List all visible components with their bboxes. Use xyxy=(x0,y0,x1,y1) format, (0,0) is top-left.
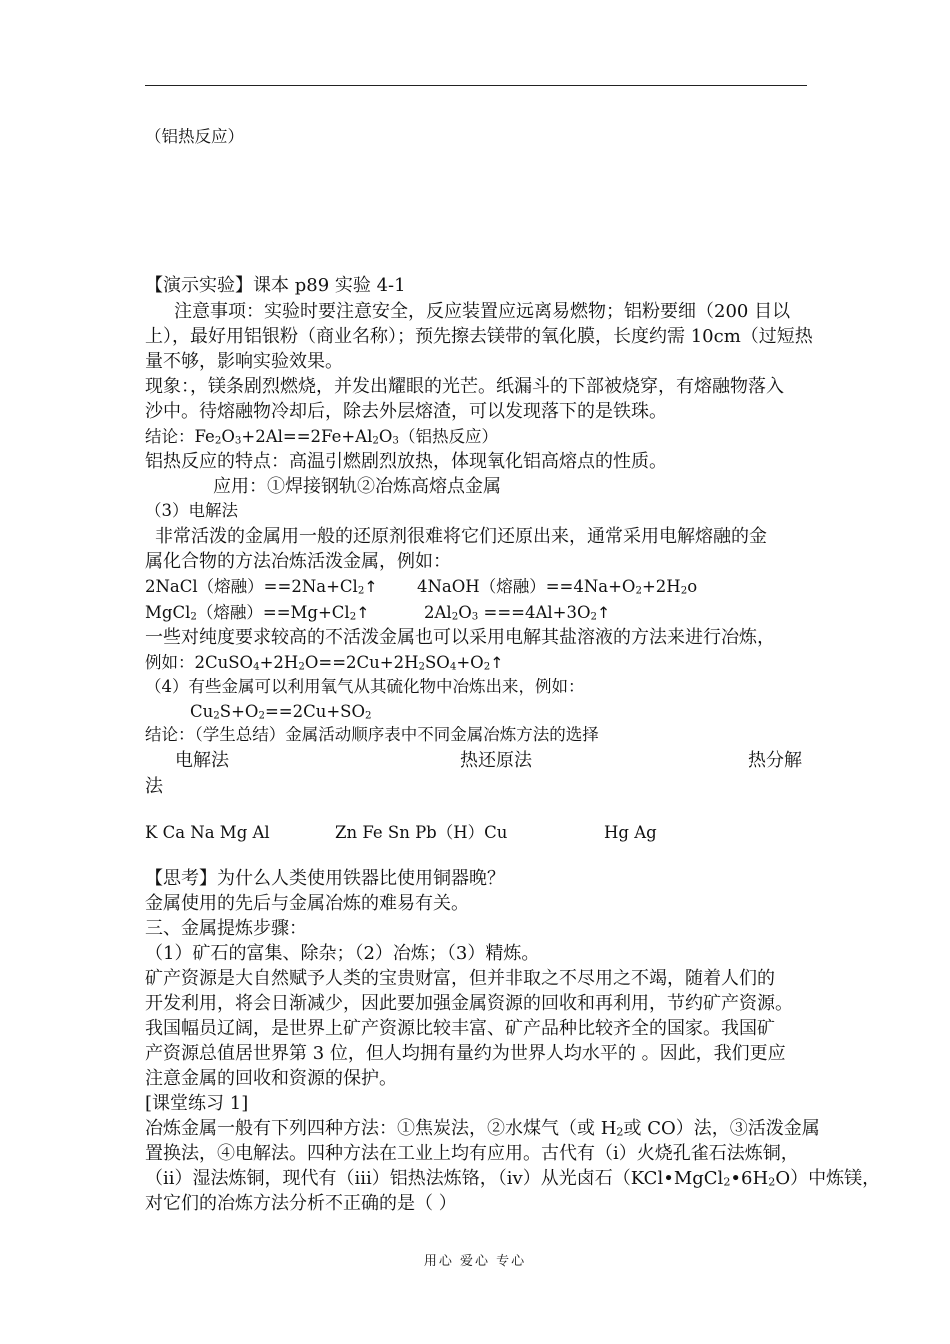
equation-nacl: 2NaCl（熔融）$==2Na+Cl_2↑$ xyxy=(145,577,378,597)
metals-group-1: K Ca Na Mg Al xyxy=(145,823,270,842)
resources-paragraph-3: 我国幅员辽阔，是世界上矿产资源比较丰富、矿产品种比较齐全的国家。我国矿 xyxy=(145,1018,775,1039)
exercise-line-3: （ⅱ）湿法炼铜，现代有（ⅲ）铝热法炼铬，（ⅳ）从光卤石$(KCl•MgCl_2•6H_2O)$中炼镁， xyxy=(145,1168,881,1189)
exercise-line-1: 冶炼金属一般有下列四种方法：①焦炭法，②水煤气（或 $H_2$或 CO）法，③活泼金属 xyxy=(145,1118,820,1139)
resources-paragraph-1: 矿产资源是大自然赋予人类的宝贵财富，但并非取之不尽用之不竭，随着人们的 xyxy=(145,968,775,989)
steps-list: （1）矿石的富集、除杂；（2）冶炼；（3）精炼。 xyxy=(145,943,540,964)
phenomenon-2: 沙中。待熔融物冷却后，除去外层熔渣，可以发现落下的是铁珠。 xyxy=(145,401,667,422)
method-thermal-decomposition-wrap: 法 xyxy=(145,776,163,797)
method-thermal-reduction: 热还原法 xyxy=(460,750,532,771)
metals-group-3: Hg Ag xyxy=(604,823,657,842)
solution-electrolysis-1: 一些对纯度要求较高的不活泼金属也可以采用电解其盐溶液的方法来进行冶炼， xyxy=(145,627,775,648)
metals-group-2: Zn Fe Sn Pb（H）Cu xyxy=(335,823,508,842)
thermite-application: 应用：①焊接钢轨②冶炼高熔点金属 xyxy=(213,476,501,497)
exercise-line-2: 置换法，④电解法。四种方法在工业上均有应用。古代有（ⅰ）火烧孔雀石法炼铜， xyxy=(145,1143,799,1164)
electrolysis-heading: （3）电解法 xyxy=(145,501,238,520)
resources-paragraph-4: 产资源总值居世界第 3 位，但人均拥有量约为世界人均水平的 。因此，我们更应 xyxy=(145,1043,786,1064)
electrolysis-intro-1: 非常活泼的金属用一般的还原剂很难将它们还原出来，通常采用电解熔融的金 xyxy=(155,526,767,547)
resources-paragraph-2: 开发利用，将会日渐减少，因此要加强金属资源的回收和再利用，节约矿产资源。 xyxy=(145,993,793,1014)
exercise-line-4: 对它们的冶炼方法分析不正确的是（ ） xyxy=(145,1193,457,1214)
header-rule xyxy=(145,85,807,86)
exercise-heading: [课堂练习 1] xyxy=(145,1093,249,1114)
equation-naoh: 4NaOH（熔融）$==4Na+O_2+2H_2o$ xyxy=(417,577,698,597)
method-electrolysis: 电解法 xyxy=(175,750,229,771)
equation-mgcl2: MgCl$_2$（熔融）$==Mg+Cl_2↑$ xyxy=(145,603,370,623)
resources-paragraph-5: 注意金属的回收和资源的保护。 xyxy=(145,1068,397,1089)
method-thermal-decomposition: 热分解 xyxy=(748,750,802,771)
phenomenon-1: 现象：，镁条剧烈燃烧，并发出耀眼的光芒。纸漏斗的下部被烧穿，有熔融物落入 xyxy=(145,376,784,397)
steps-heading: 三、金属提炼步骤： xyxy=(145,918,307,939)
demo-notes-3: 量不够，影响实验效果。 xyxy=(145,351,343,372)
sulfide-heading: （4）有些金属可以利用氧气从其硫化物中冶炼出来，例如： xyxy=(145,677,585,696)
sulfide-equation: $Cu_2S+O_2==2Cu+SO_2$ xyxy=(190,702,372,722)
electrolysis-intro-2: 属化合物的方法冶炼活泼金属，例如： xyxy=(145,551,451,572)
demo-notes-1: 注意事项：实验时要注意安全，反应装置应远离易燃物；铝粉要细（200 目以 xyxy=(174,301,791,322)
page-footer: 用心 爱心 专心 xyxy=(423,1254,527,1269)
demo-title: 【演示实验】课本 p89 实验 4-1 xyxy=(145,275,406,296)
think-question: 【思考】为什么人类使用铁器比使用铜器晚？ xyxy=(145,868,505,889)
summary-conclusion: 结论：（学生总结）金属活动顺序表中不同金属冶炼方法的选择 xyxy=(145,725,599,744)
thermite-feature: 铝热反应的特点：高温引燃剧烈放热，体现氧化铝高熔点的性质。 xyxy=(145,451,667,472)
conclusion-equation: 结论：$Fe_2O_3+2Al==2Fe+Al_2O_3$（铝热反应） xyxy=(145,427,498,447)
reaction-caption: （铝热反应） xyxy=(145,127,244,146)
solution-electrolysis-2: 例如：$2CuSO_4+2H_2O==2Cu+2H_2SO_4+O_2↑$ xyxy=(145,653,504,673)
think-answer: 金属使用的先后与金属冶炼的难易有关。 xyxy=(145,893,469,914)
demo-notes-2: 上），最好用铝银粉（商业名称）；预先擦去镁带的氧化膜，长度约需 10cm（过短热 xyxy=(145,326,813,347)
equation-al2o3: $2Al_2O_3$ $===4Al+3O_2↑$ xyxy=(424,603,611,623)
